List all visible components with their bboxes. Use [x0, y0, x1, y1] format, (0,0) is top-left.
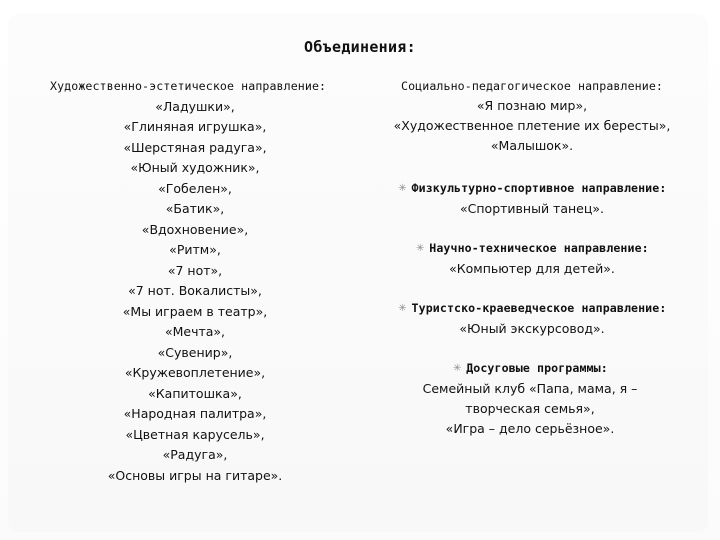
social-block: [372, 76, 692, 156]
list-item: «Ритм»,: [169, 242, 221, 257]
list-item: «Я познаю мир»,: [476, 98, 588, 113]
list-item: «7 нот»,: [167, 262, 223, 278]
list-item: «Малышок».: [490, 138, 574, 153]
sport-block: [372, 178, 692, 219]
list-item: «Батик»,: [165, 201, 225, 216]
page-title: Объединения:: [304, 38, 416, 56]
list-item: «Шерстяная радуга»,: [123, 139, 267, 155]
list-item: «7 нот. Вокалисты»,: [128, 283, 262, 298]
list-item: «Народная палитра»,: [123, 406, 267, 421]
list-item: «Юный художник»,: [130, 160, 260, 175]
art-heading: Художественно-эстетическое направление:: [50, 79, 327, 93]
list-item: «Гобелен»,: [158, 180, 232, 196]
list-item: «Спортивный танец».: [460, 201, 604, 216]
left-column: [30, 76, 360, 486]
list-item: «Сувенир»,: [157, 344, 233, 360]
bullet-icon: ✳: [398, 183, 407, 194]
list-item: «Мы играем в театр»,: [122, 303, 268, 319]
bullet-icon: ✳: [416, 243, 425, 254]
social-heading: Социально-педагогическое направление:: [401, 79, 663, 93]
list-item: «Игра – дело серьёзное».: [445, 421, 615, 436]
list-item: «Ладушки»,: [155, 98, 235, 114]
list-item: «Цветная карусель»,: [125, 426, 265, 442]
leisure-block: [368, 358, 692, 439]
list-item: «Радуга»,: [162, 447, 228, 462]
list-item: Семейный клуб «Папа, мама, я – творческая семья»,: [422, 381, 638, 416]
tech-heading: ✳ Научно-техническое направление:: [372, 238, 692, 259]
list-item: «Мечта»,: [164, 324, 226, 339]
leisure-heading: ✳ Досуговые программы:: [368, 358, 692, 379]
list-item: «Вдохновение»,: [141, 221, 249, 237]
list-item: «Капитошка»,: [148, 385, 242, 401]
tourism-block: [372, 298, 692, 339]
tech-block: [372, 238, 692, 279]
list-item: «Основы игры на гитаре».: [107, 467, 283, 483]
list-item: «Глиняная игрушка»,: [123, 119, 267, 134]
sport-heading: ✳ Физкультурно-спортивное направление:: [372, 178, 692, 199]
list-item: «Кружевоплетение»,: [124, 365, 266, 380]
list-item: «Юный экскурсовод».: [459, 321, 605, 336]
bullet-icon: ✳: [452, 363, 462, 374]
bullet-icon: ✳: [398, 303, 407, 314]
list-item: «Художественное плетение их бересты»,: [393, 118, 671, 133]
list-item: «Компьютер для детей».: [449, 261, 615, 276]
tourism-heading: ✳ Туристско-краеведческое направление:: [372, 298, 692, 319]
